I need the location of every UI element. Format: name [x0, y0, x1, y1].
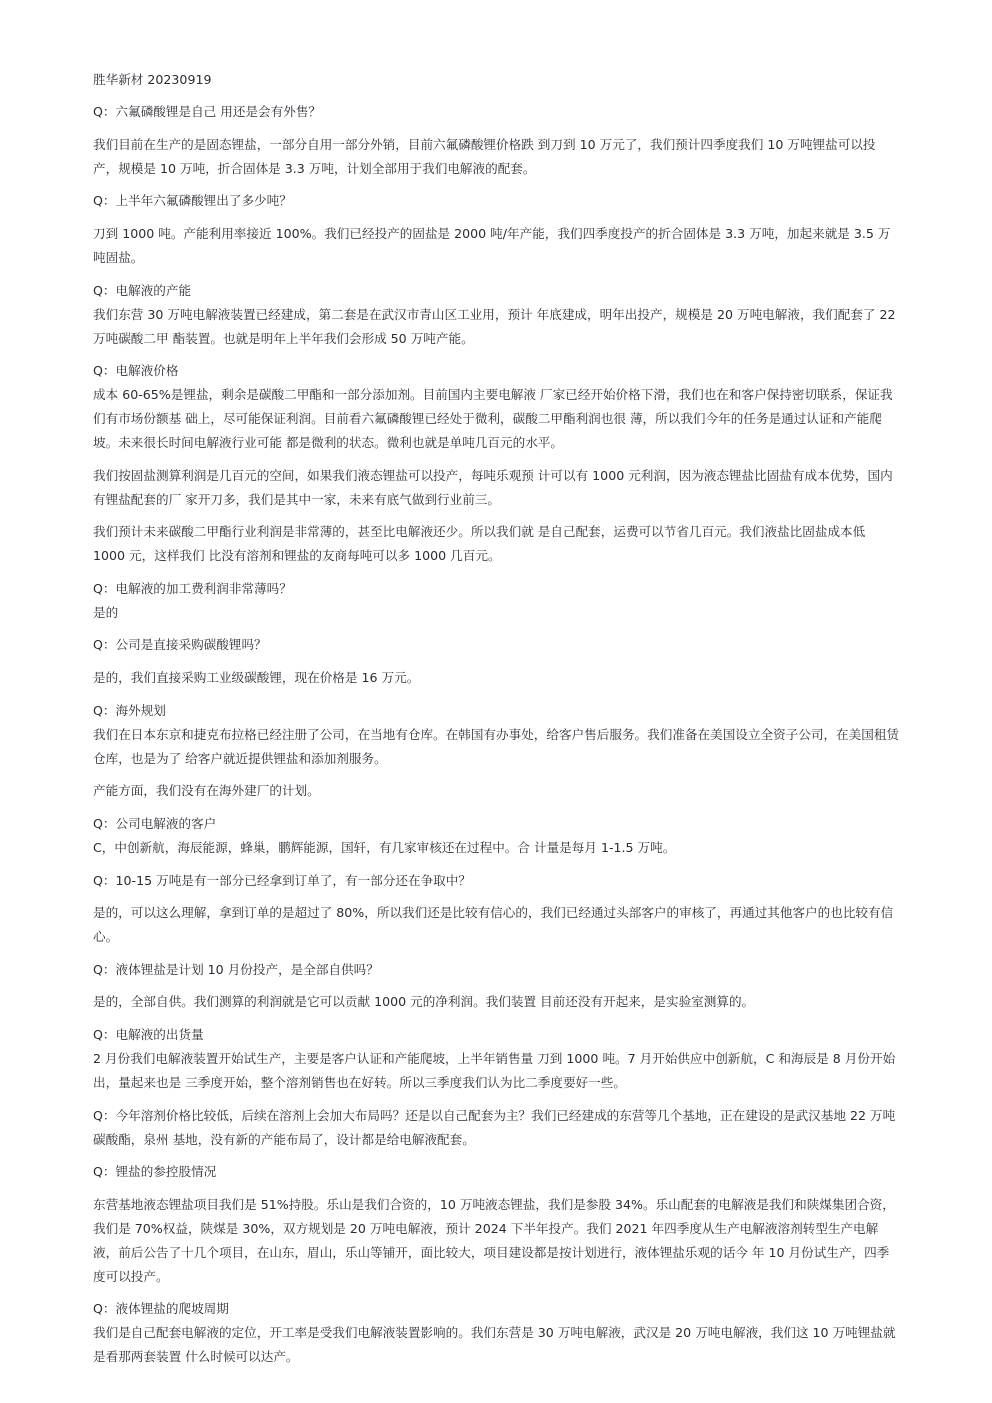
answer-line: 度可以投产。: [93, 1269, 169, 1284]
question: Q：上半年六氟磷酸锂出了多少吨？: [93, 193, 292, 208]
answer-line: 心。: [93, 929, 119, 944]
answer-line: 坡。未来很长时间电解液行业可能 都是微利的状态。微利也就是单吨几百元的水平。: [93, 435, 563, 450]
question: 碳酸酯，泉州 基地，没有新的产能布局了，设计都是给电解液配套。: [93, 1132, 475, 1147]
question: Q：锂盐的参控股情况: [93, 1164, 217, 1179]
question: Q：电解液的产能: [93, 283, 192, 298]
answer-line: 是的，全部自供。我们测算的利润就是它可以贡献 1000 元的净利润。我们装置 目前还没有开起来，是实验室测算的。: [93, 994, 755, 1009]
answer-line: 我们预计未来碳酸二甲酯行业利润是非常薄的，甚至比电解液还少。所以我们就 是自己配套，运费可以节省几百元。我们液盐比固盐成本低: [93, 524, 866, 539]
answer-line: 有锂盐配套的厂 家开刀多，我们是其中一家，未来有底气做到行业前三。: [93, 492, 501, 507]
answer-line: 我们按固盐测算利润是几百元的空间，如果我们液态锂盐可以投产，每吨乐观预 计可以有 1000 元利润，因为液态锂盐比固盐有成本优势，国内: [93, 468, 893, 483]
answer-line: C，中创新航，海辰能源，蜂巢，鹏辉能源，国轩，有几家审核还在过程中。合 计量是每月 1-1.5 万吨。: [93, 840, 676, 855]
answer-line: 产，规模是 10 万吨，折合固体是 3.3 万吨，计划全部用于我们电解液的配套。: [93, 161, 536, 176]
answer-line: 我们目前在生产的是固态锂盐，一部分自用一部分外销，目前六氟磷酸锂价格跌 到刀到 10 万元了，我们预计四季度我们 10 万吨锂盐可以投: [93, 137, 876, 152]
answer-line: 出，量起来也是 三季度开始，整个溶剂销售也在好转。所以三季度我们认为比二季度要好一些。: [93, 1075, 626, 1090]
answer-line: 东营基地液态锂盐项目我们是 51%持股。乐山是我们合资的，10 万吨液态锂盐，我们是参股 34%。乐山配套的电解液是我们和陕煤集团合资，: [93, 1197, 895, 1212]
answer-line: 是看那两套装置 什么时候可以达产。: [93, 1349, 299, 1364]
answer-line: 产能方面，我们没有在海外建厂的计划。: [93, 783, 320, 798]
document-title: 胜华新材 20230919: [93, 72, 212, 87]
question: Q：10-15 万吨是有一部分已经拿到订单了，有一部分还在争取中？: [93, 873, 471, 888]
question: Q：今年溶剂价格比较低，后续在溶剂上会加大布局吗？还是以自己配套为主？我们已经建成的东营等几个基地，正在建设的是武汉基地 22 万吨: [93, 1108, 896, 1123]
question: Q：电解液的出货量: [93, 1027, 204, 1042]
answer-line: 我们在日本东京和捷克布拉格已经注册了公司，在当地有仓库。在韩国有办事处，给客户售后服务。我们准备在美国设立全资子公司，在美国租赁: [93, 727, 899, 742]
question: Q：液体锂盐是计划 10 月份投产，是全部自供吗？: [93, 962, 379, 977]
answer-line: 是的: [93, 605, 119, 620]
question: Q：电解液的加工费利润非常薄吗？: [93, 581, 292, 596]
question: Q：电解液价格: [93, 363, 179, 378]
answer-line: 我们东营 30 万吨电解液装置已经建成，第二套是在武汉市青山区工业用，预计 年底建成，明年出投产，规模是 20 万吨电解液，我们配套了 22: [93, 307, 896, 322]
answer-line: 是的，可以这么理解，拿到订单的是超过了 80%，所以我们还是比较有信心的，我们已经通过头部客户的审核了，再通过其他客户的也比较有信: [93, 905, 894, 920]
answer-line: 万吨碳酸二甲 酯装置。也就是明年上半年我们会形成 50 万吨产能。: [93, 331, 474, 346]
question: Q：公司是直接采购碳酸锂吗？: [93, 637, 267, 652]
answer-line: 是的，我们直接采购工业级碳酸锂，现在价格是 16 万元。: [93, 670, 420, 685]
question: Q：公司电解液的客户: [93, 816, 217, 831]
question: Q：海外规划: [93, 703, 166, 718]
answer-line: 吨固盐。: [93, 250, 144, 265]
answer-line: 成本 60-65%是锂盐，剩余是碳酸二甲酯和一部分添加剂。目前国内主要电解液 厂家已经开始价格下滑，我们也在和客户保持密切联系，保证我: [93, 387, 893, 402]
answer-line: 刀到 1000 吨。产能利用率接近 100%。我们已经投产的固盐是 2000 吨/年产能，我们四季度投产的折合固体是 3.3 万吨，加起来就是 3.5 万: [93, 226, 891, 241]
question: Q：六氟磷酸锂是自己 用还是会有外售？: [93, 104, 322, 119]
question: Q：液体锂盐的爬坡周期: [93, 1301, 229, 1316]
answer-line: 1000 元，这样我们 比没有溶剂和锂盐的友商每吨可以多 1000 几百元。: [93, 548, 501, 563]
answer-line: 我们是自己配套电解液的定位，开工率是受我们电解液装置影响的。我们东营是 30 万吨电解液，武汉是 20 万吨电解液，我们这 10 万吨锂盐就: [93, 1325, 896, 1340]
answer-line: 2 月份我们电解液装置开始试生产，主要是客户认证和产能爬坡，上半年销售量 刀到 1000 吨。7 月开始供应中创新航，C 和海辰是 8 月份开始: [93, 1051, 896, 1066]
answer-line: 我们是 70%权益，陕煤是 30%，双方规划是 20 万吨电解液，预计 2024 下半年投产。我们 2021 年四季度从生产电解液溶剂转型生产电解: [93, 1221, 879, 1236]
answer-line: 仓库，也是为了 给客户就近提供锂盐和添加剂服务。: [93, 751, 387, 766]
answer-line: 液，前后公告了十几个项目，在山东，眉山，乐山等铺开，面比较大，项目建设都是按计划进行，液体锂盐乐观的话今 年 10 月份试生产，四季: [93, 1245, 890, 1260]
answer-line: 们有市场份额基 础上，尽可能保证利润。目前看六氟磷酸锂已经处于微利，碳酸二甲酯利润也很 薄，所以我们今年的任务是通过认证和产能爬: [93, 411, 882, 426]
